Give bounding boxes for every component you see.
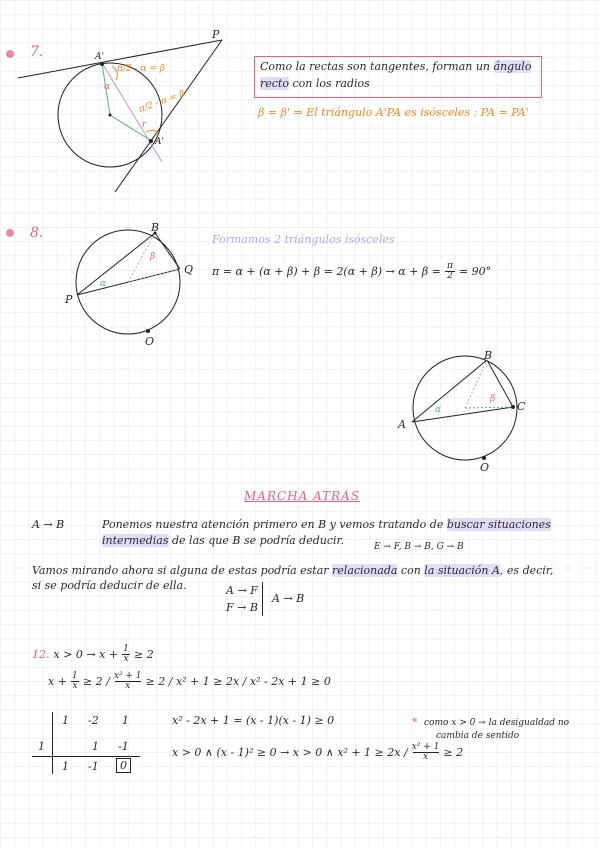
marcha-implication-1: A → F <box>226 584 258 597</box>
marcha-para1-text-a: Ponemos nuestra atención primero en B y vemos tratando de <box>102 518 444 531</box>
ex12-line2-frac1-num: 1 <box>72 671 78 681</box>
ex12-note-line1: como x > 0 → la desigualdad no <box>424 718 570 728</box>
d2-label-c: C <box>517 400 526 413</box>
ex12-line2-a: x + <box>48 675 67 688</box>
ex12-line2-c: ≥ 2 / x² + 1 ≥ 2x / x² - 2x + 1 ≥ 0 <box>145 675 331 688</box>
d2-label-a: A <box>398 418 406 431</box>
ex12-line1-frac-num: 1 <box>123 644 129 654</box>
ex7-angle-top: π/2 - α = β <box>117 64 165 74</box>
d2-angle-beta: β <box>490 394 496 404</box>
ex12-factor: x² - 2x + 1 = (x - 1)(x - 1) ≥ 0 <box>172 714 335 727</box>
ruffini-vertical-line <box>52 712 53 774</box>
ruffini-row1-c3: 1 <box>122 714 129 727</box>
ex8-eq-frac-num: π <box>446 261 453 271</box>
ex12-final-a: x > 0 ∧ (x - 1)² ≥ 0 → x > 0 ∧ x² + 1 ≥ 2x / <box>172 746 408 759</box>
d2-angle-alpha: α <box>435 405 442 415</box>
ex8-label-b: B <box>151 221 160 234</box>
ex8-heading: Formamos 2 triángulos isósceles <box>212 233 395 246</box>
ex12-number: 12. <box>32 648 50 661</box>
ex8-eq-frac-den: 2 <box>447 271 453 281</box>
ex12-line1-frac-den: x <box>123 654 129 664</box>
ruffini-row1-c2: -2 <box>88 714 99 727</box>
marcha-para1-line1 <box>102 518 551 531</box>
ruffini-row3-c1: 1 <box>62 760 69 773</box>
ruffini-horizontal-line <box>32 756 140 757</box>
ex12-note-line2: cambia de sentido <box>436 731 520 741</box>
d2-radius-b <box>465 360 487 408</box>
ex7-label-a-prime: A' <box>155 137 164 147</box>
ex8-angle-beta: β <box>150 252 156 262</box>
ex12-final-frac-den: x <box>422 752 429 762</box>
marcha-para2 <box>32 564 553 577</box>
marcha-arrow-label: A → B <box>32 518 65 531</box>
marcha-title: MARCHA ATRÁS <box>244 489 361 503</box>
ex12-line2-frac2-den: x <box>125 681 131 691</box>
ruffini-remainder: 0 <box>116 758 131 773</box>
marcha-implication-2: F → B <box>226 601 258 614</box>
ex12-line2-frac2-num: x² + 1 <box>113 671 142 681</box>
ex12-line2 <box>48 672 331 691</box>
ruffini-row3-c2: -1 <box>88 760 99 773</box>
ex7-note-line2-text: con los radios <box>292 77 370 90</box>
ex12-line2-fraction-2 <box>114 672 142 691</box>
marcha-para2-highlight-1: relacionada <box>332 564 398 577</box>
ex7-label-p: P <box>212 28 220 41</box>
ex12-line2-b: ≥ 2 / <box>82 675 110 688</box>
marcha-para3: si se podría deducir de ella. <box>32 579 187 592</box>
marcha-para2-highlight-2: la situación A <box>424 564 500 577</box>
ex8-label-p: P <box>65 293 73 306</box>
ex7-angle-mid: π/2 - α = β <box>137 89 187 115</box>
ex8-eq-left: π = α + (α + β) + β = 2(α + β) → α + β = <box>212 265 441 278</box>
d2-point-o <box>482 456 486 460</box>
marcha-chain: E → F, B → B, G → B <box>374 542 464 552</box>
ex7-angle-alpha: α <box>104 82 111 92</box>
ex7-note-line1-text: Como la rectas son tangentes, forman un <box>260 60 491 73</box>
marcha-para1-text-b: de las que B se podría deducir. <box>172 534 345 547</box>
marcha-para2-text-b: con <box>400 564 421 577</box>
exercise-8-number: 8. <box>30 225 44 241</box>
ex7-conclusion: β = β' ⇒ El triángulo A'PA es isósceles : PA = PA' <box>258 106 529 119</box>
d2-label-b: B <box>484 349 493 362</box>
d2-point-c <box>511 405 515 409</box>
marcha-para1-line2 <box>102 534 344 547</box>
ex8-eq-right: = 90° <box>458 265 492 278</box>
ruffini-row1-c1: 1 <box>62 714 69 727</box>
d2-label-o: O <box>480 461 490 474</box>
exercise-7-number: 7. <box>30 44 44 60</box>
ruffini-row2-c3: -1 <box>118 740 129 753</box>
marcha-para1-highlight-1: buscar situaciones <box>446 518 551 531</box>
ex12-line2-frac1-den: x <box>72 681 78 691</box>
ex12-final-fraction <box>412 743 440 762</box>
ruffini-row2-c2: 1 <box>92 740 99 753</box>
marcha-divider <box>262 582 263 616</box>
marcha-para2-text-c: , es decir, <box>499 564 554 577</box>
marcha-para2-text-a: Vamos mirando ahora si alguna de estas podría estar <box>32 564 329 577</box>
ex12-line2-fraction-1 <box>71 672 79 691</box>
ex12-line1-text: x > 0 → x + <box>53 648 119 661</box>
ex12-line1 <box>32 645 154 664</box>
ex7-angle-r: r <box>142 120 147 130</box>
ex12-final-frac-num: x² + 1 <box>411 742 440 752</box>
ex12-line1-tail: ≥ 2 <box>134 648 154 661</box>
ex7-note-highlight-angulo: ángulo <box>493 60 532 73</box>
ex12-final <box>172 743 463 762</box>
ex8-label-o: O <box>145 335 155 348</box>
ex7-note-highlight-recto: recto <box>260 77 289 90</box>
ex12-final-b: ≥ 2 <box>443 746 464 759</box>
ex8-label-q: Q <box>184 263 194 276</box>
marcha-implication-3: A → B <box>272 592 305 605</box>
ex7-label-a: A' <box>95 52 104 62</box>
ex8-angle-alpha: α <box>100 279 107 289</box>
ruffini-root: 1 <box>38 740 45 753</box>
ex12-star: * <box>412 716 418 729</box>
marcha-para1-highlight-2: intermedias <box>102 534 169 547</box>
ex12-line1-fraction <box>122 645 130 664</box>
